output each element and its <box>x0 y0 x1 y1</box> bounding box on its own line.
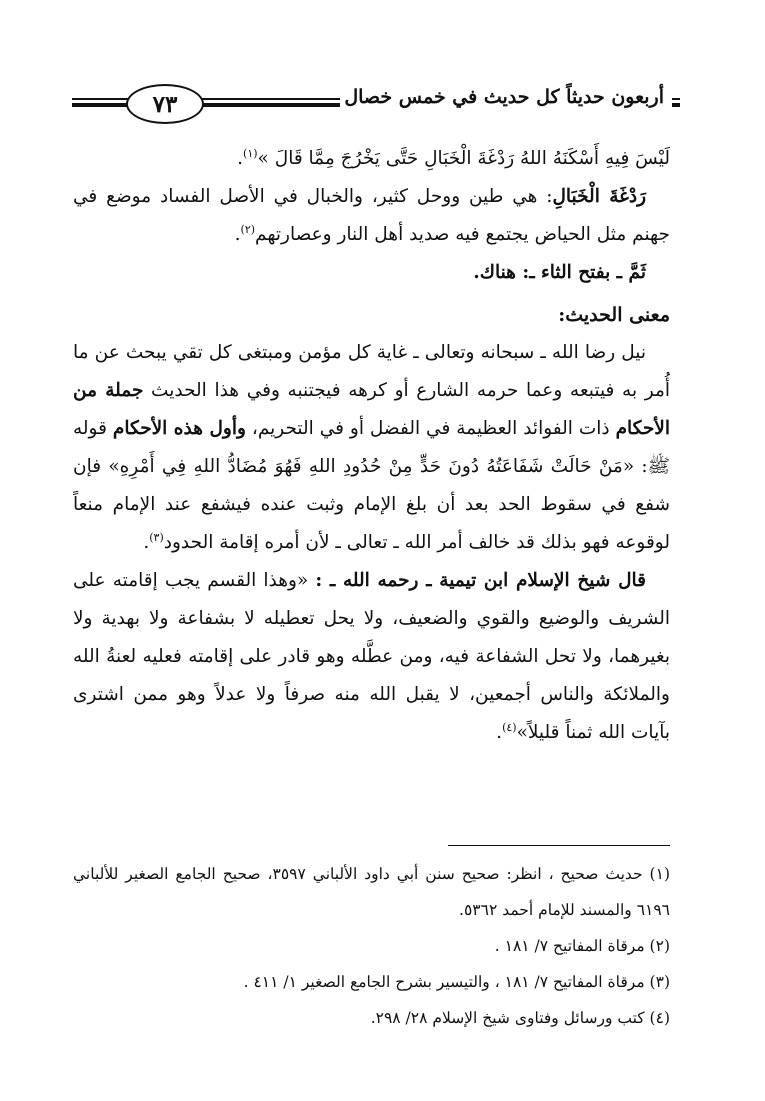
footnote-2: (٢) مرقاة المفاتيح ٧/ ١٨١ . <box>494 937 670 955</box>
footnotes <box>73 856 670 1036</box>
footnote-ref-1[interactable]: (١) <box>243 146 258 160</box>
punctuation: . <box>237 148 244 169</box>
section-heading: معنى الحديث: <box>558 304 670 326</box>
main-text <box>73 140 670 752</box>
footnote-3: (٣) مرقاة المفاتيح ٧/ ١٨١ ، والتيسير بشرح الجامع الصغير ١/ ٤١١ . <box>243 973 670 991</box>
definition-text: : هي طين ووحل كثير، والخبال في الأصل الفساد موضع في جهنم مثل الحياض يجتمع فيه صديد أهل النار وعصارتهم <box>73 186 670 245</box>
quote-text: «وهذا القسم يجب إقامته على الشريف والوضيع والقوي والضعيف، ولا يحل تعطيله لا بشفاعة ولا بهدية ولا بغيرهما، ولا تحل الشفاعة فيه، ومن عطَّله وهو قادر على إقامته فعليه لعنةُ الله والملائكة والناس أجمعين، لا يقبل الله منه صرفاً ولا عدلاً وهو ممن اشترى بآيات الله ثمناً قليلاً» <box>73 570 670 743</box>
page-header <box>72 84 680 124</box>
thumma-paragraph <box>73 254 670 292</box>
definition-text: ـ بفتح الثاء ـ: هناك. <box>473 262 629 283</box>
quote-attribution: قال شيخ الإسلام ابن تيمية ـ رحمه الله ـ : <box>315 570 646 591</box>
header-rule-left <box>72 98 128 100</box>
defined-term: رَدْغَةَ الْخَبَالِ <box>552 186 646 207</box>
paragraph-text: ذات الفوائد العظيمة في الفضل أو في التحريم، <box>245 418 616 439</box>
paragraph-text: نيل رضا الله ـ سبحانه وتعالى ـ غاية كل مؤمن ومبتغى كل تقي يبحث عن ما أُمر به فيتبعه وعما حرمه الشارع أو كرهه فيجتنبه وفي هذا الحديث <box>73 342 670 401</box>
hadith-ending <box>73 140 670 178</box>
footnote-ref-4[interactable]: (٤) <box>502 720 517 734</box>
footnote-divider <box>448 845 670 846</box>
defined-term: ثَمَّ <box>628 262 646 283</box>
punctuation: . <box>234 224 241 245</box>
explanation-paragraph <box>73 334 670 562</box>
footnote-ref-2[interactable]: (٢) <box>240 222 256 236</box>
definition-paragraph <box>73 178 670 254</box>
quote-paragraph <box>73 562 670 752</box>
page-number: ٧٣ <box>126 84 204 124</box>
header-rule-right-thick <box>672 103 680 107</box>
header-rule-left-thick <box>72 103 128 107</box>
bold-phrase: جملة من الأحكام <box>73 380 670 439</box>
paragraph-text: » فإن شفع في سقوط الحد بعد أن بلغ الإمام وثبت عنده فيشفع عند الإمام منعاً لوقوعه فهو بذلك قد خالف أمر الله ـ تعالى ـ لأن أمره إقامة الحدود <box>73 456 670 553</box>
hadith-quote: مَنْ حَالَتْ شَفَاعَتُهُ دُونَ حَدٍّ مِنْ حُدُودِ اللهِ فَهُوَ مُضَادُّ اللهِ فِي أَمْرِهِ <box>119 456 623 477</box>
header-rule-right <box>672 98 680 100</box>
paragraph-text: قوله ﷺ: « <box>73 418 671 477</box>
bold-phrase: وأول هذه الأحكام <box>112 418 246 439</box>
running-title: أربعون حديثاً كل حديث في خمس خصال <box>340 86 668 108</box>
footnote-1: (١) حديث صحيح ، انظر: صحيح سنن أبي داود الألباني ٣٥٩٧، صحيح الجامع الصغير للألباني ٦١٩٦ والمسند للإمام أحمد ٥٣٦٢. <box>73 865 670 919</box>
footnote-4: (٤) كتب ورسائل وفتاوى شيخ الإسلام ٢٨/ ٢٩٨. <box>370 1009 670 1027</box>
footnote-ref-3[interactable]: (٣) <box>149 530 164 544</box>
punctuation: . <box>496 722 503 743</box>
hadith-text: لَيْسَ فِيهِ أَسْكَنَهُ اللهُ رَدْغَةَ الْخَبَالِ حَتَّى يَخْرُجَ مِمَّا قَالَ » <box>257 148 670 169</box>
punctuation: . <box>143 532 150 553</box>
